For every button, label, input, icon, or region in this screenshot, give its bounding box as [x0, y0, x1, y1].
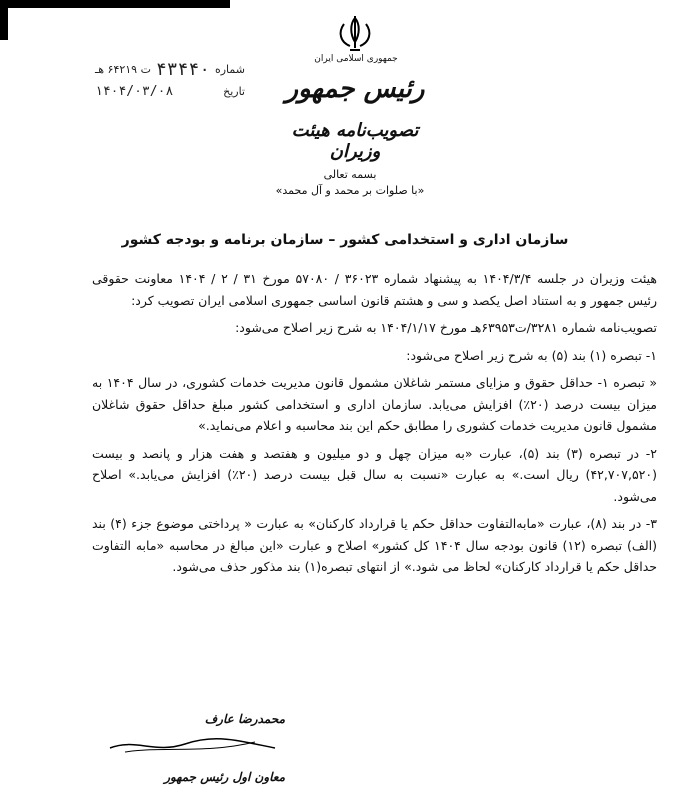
paragraph: هیئت وزیران در جلسه ۱۴۰۴/۳/۴ به پیشنهاد شماره ۳۶۰۲۳ / ۵۷۰۸۰ مورخ ۳۱ / ۲ / ۱۴۰۴ معاونت حقوقی رئیس جمهور و به استناد اصل یکصد و سی و هشتم قانون اساسی جمهوری اسلامی ایران تصویب کرد:: [92, 271, 657, 308]
date-label: تاریخ: [223, 84, 245, 98]
council-decree-title: تصویب‌نامه هیئت وزیران: [291, 120, 419, 162]
paragraph: ۲- در تبصره (۳) بند (۵)، عبارت «به میزان چهل و دو میلیون و هفتصد و هفت هزار و پانصد و بیست (۴۲,۷۰۷,۵۲۰) ریال است.» به عبارت «نسبت به سال قبل بیست درصد (۲۰٪) افزایش می‌یابد.» اصلاح می‌شود.: [92, 445, 657, 504]
paragraph: ۱- تبصره (۱) بند (۵) به شرح زیر اصلاح می‌شود:: [406, 347, 657, 363]
signature-block: [105, 712, 285, 784]
recipient: سازمان اداری و استخدامی کشور – سازمان برنامه و بودجه کشور: [121, 232, 569, 248]
number-suffix: ت ۶۴۲۱۹ هـ: [95, 62, 151, 76]
scan-corner-mark: [0, 0, 230, 40]
number-label: شماره: [214, 62, 245, 76]
republic-label: جمهوری اسلامی ایران: [314, 54, 398, 64]
signature-scrawl: [105, 734, 285, 756]
bismillah: بسمه تعالی: [323, 168, 377, 181]
date-value: ۱۴۰۴/۰۳/۰۸: [95, 83, 174, 99]
paragraph: « تبصره ۱- حداقل حقوق و مزایای مستمر شاغلان مشمول قانون مدیریت خدمات کشوری، در سال ۱۴۰۴ به میزان بیست درصد (۲۰٪) افزایش می‌یابد. سازمان اداری و استخدامی کشور مبلغ حداقل حقوق شاغلان مشمول قانون مدیریت خدمات کشوری را مطابق حکم این بند محاسبه و اعلام می‌نماید.»: [92, 375, 657, 433]
paragraph: تصویب‌نامه شماره ۳۲۸۱/ت۶۳۹۵۳هـ مورخ ۱۴۰۴/۱/۱۷ به شرح زیر اصلاح می‌شود:: [235, 320, 657, 335]
date-row: [95, 80, 245, 102]
decree-body: [92, 268, 657, 584]
signatory-title: معاون اول رئیس جمهور: [164, 770, 285, 784]
iran-emblem-icon: [330, 14, 380, 54]
paragraph: ۳- در بند (۸)، عبارت «مابه‌التفاوت حداقل حکم یا قرارداد کارکنان» به عبارت « پرداختی موضوع جزء (۴) بند (الف) تبصره (۱۲) قانون بودجه سال ۱۴۰۴ کل کشور» اصلاح و عبارت «این مبالغ در محاسبه «مابه التفاوت حداقل حکم یا قرارداد کارکنان» لحاظ می شود.» از انتهای تبصره(۱) بند مذکور حذف می‌شود.: [92, 516, 658, 574]
number-value: ۴۳۴۴۰: [155, 58, 211, 80]
signatory-name: محمدرضا عارف: [204, 712, 285, 726]
president-title: رئیس جمهور: [285, 74, 425, 104]
number-row: [95, 58, 245, 80]
salawat: «با صلوات بر محمد و آل محمد»: [275, 184, 425, 197]
letter-meta: [95, 58, 245, 102]
